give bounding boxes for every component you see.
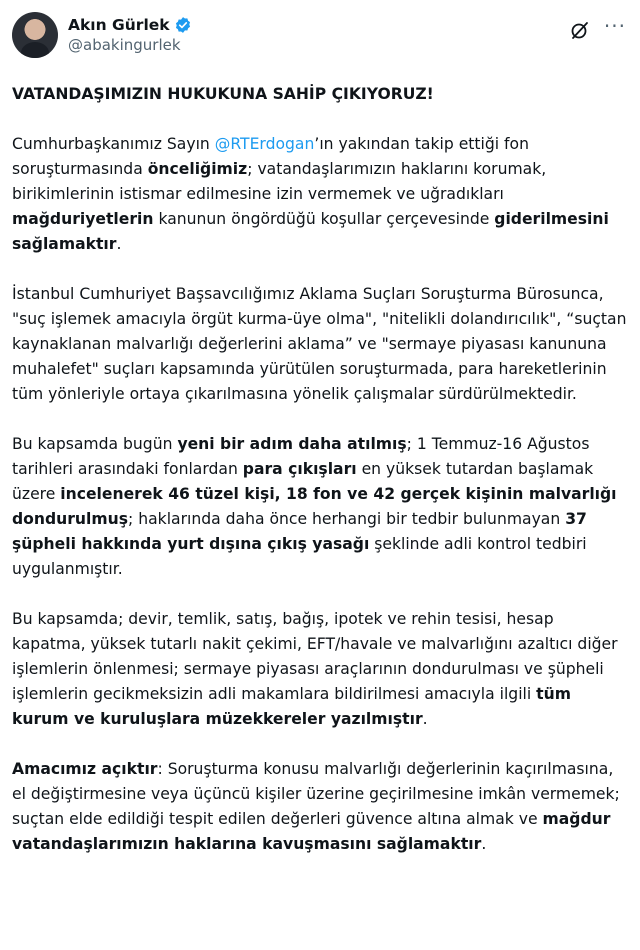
bold-span: giderilmesini sağlamaktır xyxy=(12,210,609,253)
text-span: ; haklarında daha önce herhangi bir tedbir bulunmayan xyxy=(128,510,566,528)
author-info xyxy=(68,15,192,55)
tweet-header xyxy=(12,10,628,60)
text-span: Bu kapsamda bugün xyxy=(12,435,178,453)
text-span: Cumhurbaşkanımız Sayın xyxy=(12,135,215,153)
text-span: Bu kapsamda; devir, temlik, satış, bağış, ipotek ve rehin tesisi, hesap kapatma, yüksek tutarlı nakit çekimi, EFT/havale ve malvarlığını azaltıcı diğer işlemlerin önlenmesi; sermaye piyasası araçlarının dondurulması ve şüpheli işlemlerin gecikmeksizin adli makamlara bildirilmesi amacıyla ilgili xyxy=(12,610,618,703)
bold-span: mağdur vatandaşlarımızın haklarına kavuşmasını sağlamaktır xyxy=(12,810,611,853)
verified-badge-icon xyxy=(174,16,192,34)
text-span: ; 1 Temmuz-16 Ağustos tarihleri arasındaki fonlardan xyxy=(12,435,590,478)
text-span: . xyxy=(481,835,487,853)
tweet-headline: VATANDAŞIMIZIN HUKUKUNA SAHİP ÇIKIYORUZ! xyxy=(12,85,434,103)
text-span: kanunun öngördüğü koşullar çerçevesinde xyxy=(153,210,495,228)
bold-span: yeni bir adım daha atılmış xyxy=(177,435,407,453)
text-span: ’ın yakından takip ettiği fon soruşturmasında xyxy=(12,135,529,178)
bold-span: önceliğimiz xyxy=(147,160,248,178)
text-span: ; vatandaşlarımızın haklarını korumak, birikimlerinin istismar edilmesine izin vermemek ve uğradıkları xyxy=(12,160,547,203)
bold-span: 37 şüpheli hakkında yurt dışına çıkış yasağı xyxy=(12,510,587,553)
text-span: şeklinde adli kontrol tedbiri uygulanmıştır. xyxy=(12,535,587,578)
text-span: . xyxy=(116,235,122,253)
tweet-paragraph-1 xyxy=(12,132,628,257)
bold-span: incelenerek 46 tüzel kişi, 18 fon ve 42 gerçek kişinin malvarlığı dondurulmuş xyxy=(12,485,617,528)
text-span: en yüksek tutardan başlamak üzere xyxy=(12,460,594,503)
text-span: : Soruşturma konusu malvarlığı değerlerinin kaçırılmasına, el değiştirmesine veya üçüncü kişiler üzerine geçirilmesine imkân vermemek; suçtan elde edildiği tespit edilen değerleri güvence altına almak ve xyxy=(12,760,620,828)
more-options-icon[interactable]: ··· xyxy=(603,14,626,38)
avatar[interactable] xyxy=(12,12,58,58)
name-row xyxy=(68,15,192,35)
tweet-paragraph-3 xyxy=(12,432,628,582)
bold-span: para çıkışları xyxy=(242,460,357,478)
tweet-text xyxy=(12,82,628,857)
mention-link[interactable]: @RTErdogan xyxy=(214,135,315,153)
bold-span: Amacımız açıktır xyxy=(12,760,158,778)
bold-span: tüm kurum ve kuruluşlara müzekkereler yazılmıştır xyxy=(12,685,571,728)
display-name[interactable]: Akın Gürlek xyxy=(68,16,170,34)
tweet-paragraph-4 xyxy=(12,607,628,732)
handle[interactable]: @abakingurlek xyxy=(68,36,181,54)
text-span: . xyxy=(422,710,428,728)
tweet-paragraph-5 xyxy=(12,757,628,857)
grok-icon[interactable] xyxy=(570,20,590,40)
tweet-paragraph-2: İstanbul Cumhuriyet Başsavcılığımız Aklama Suçları Soruşturma Bürosunca, "suç işlemek amacıyla örgüt kurma-üye olma", "nitelikli dolandırıcılık", “suçtan kaynaklanan malvarlığı değerlerini aklama” ve "sermaye piyasası kanununa muhalefet" suçları kapsamında yürütülen soruşturmada, para hareketlerinin tüm yönleriyle ortaya çıkarılmasına yönelik çalışmalar sürdürülmektedir. xyxy=(12,285,627,403)
bold-span: mağduriyetlerin xyxy=(12,210,154,228)
